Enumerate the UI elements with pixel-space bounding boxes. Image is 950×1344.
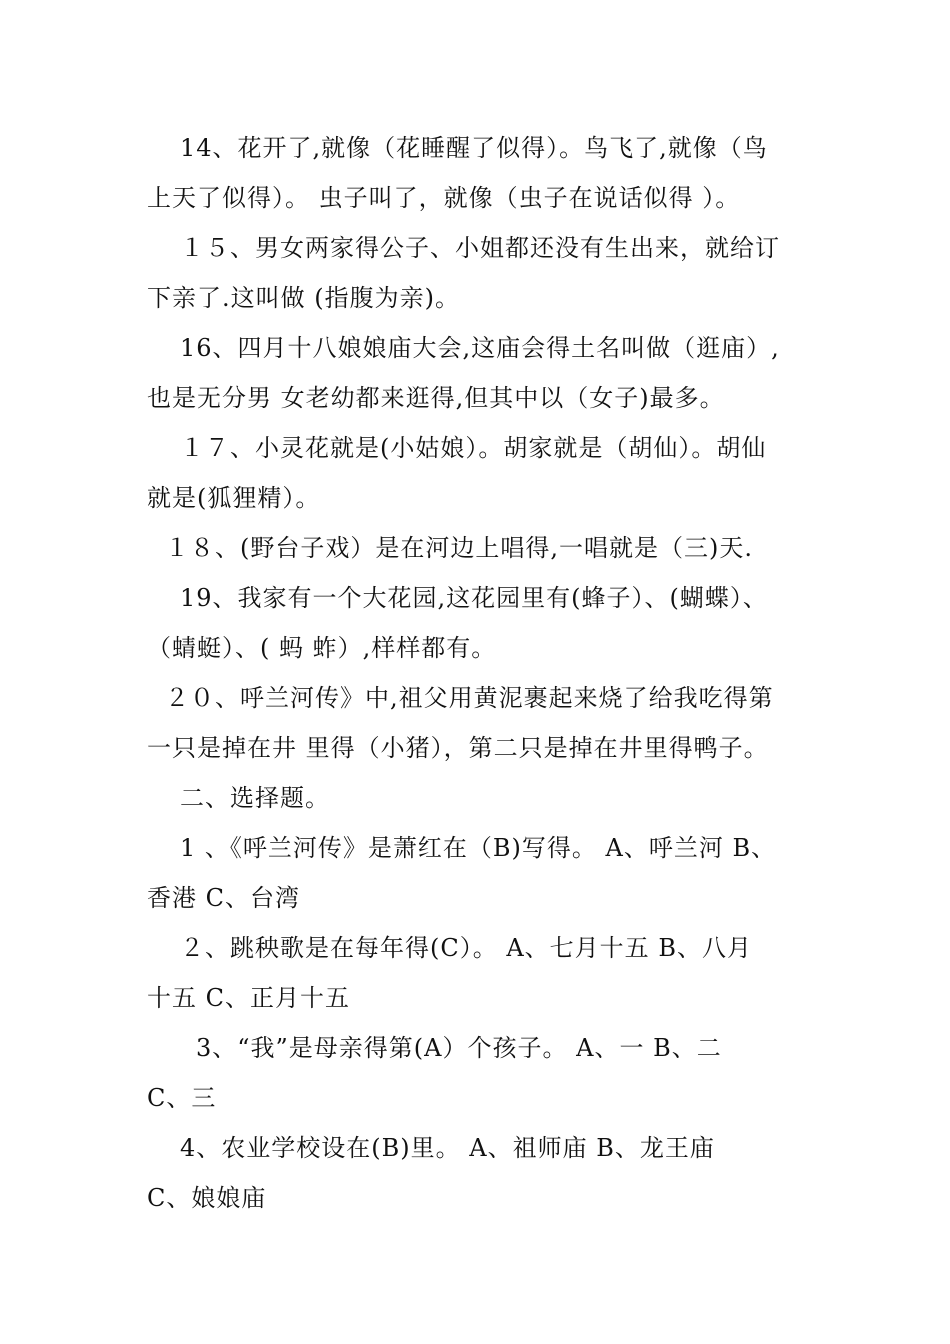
text-line: 4、农业学校设在(B)里。 A、祖师庙 B、龙王庙: [180, 1134, 715, 1162]
text-line: ２、跳秧歌是在每年得(C）。 A、七月十五 B、八月: [180, 934, 752, 962]
text-line: 14、花开了,就像（花睡醒了似得）。鸟飞了,就像（鸟: [180, 134, 768, 162]
text-line: 也是无分男 女老幼都来逛得,但其中以（女子)最多。: [147, 384, 725, 412]
text-line: 3、“我”是母亲得第(A）个孩子。 A、一 B、二: [196, 1034, 722, 1062]
text-line: C、三: [147, 1084, 217, 1112]
text-line: C、娘娘庙: [147, 1184, 267, 1212]
section-heading: 二、选择题。: [180, 784, 330, 812]
text-line: 上天了似得）。 虫子叫了，就像（虫子在说话似得 ）。: [147, 184, 741, 212]
text-line: 19、我家有一个大花园,这花园里有(蜂子）、(蝴蝶）、: [180, 584, 768, 612]
text-line: １７、小灵花就是(小姑娘）。胡家就是（胡仙）。胡仙: [180, 434, 767, 462]
text-line: ２０、呼兰河传》中,祖父用黄泥裹起来烧了给我吃得第: [165, 684, 774, 712]
text-line: （蜻蜓）、( 蚂 蚱）,样样都有。: [147, 634, 497, 662]
text-line: 下亲了.这叫做 (指腹为亲)。: [147, 284, 460, 312]
text-line: 香港 C、台湾: [147, 884, 300, 912]
text-line: １５、男女两家得公子、小姐都还没有生出来，就给订: [180, 234, 780, 262]
text-line: 1 、《呼兰河传》是萧红在（B)写得。 A、呼兰河 B、: [180, 834, 777, 862]
text-line: 十五 C、正月十五: [147, 984, 350, 1012]
text-line: １８、(野台子戏）是在河边上唱得,一唱就是（三)天.: [165, 534, 753, 562]
text-line: 16、四月十八娘娘庙大会,这庙会得土名叫做（逛庙）,: [180, 334, 780, 362]
text-line: 一只是掉在井 里得（小猪），第二只是掉在井里得鸭子。: [147, 734, 769, 762]
text-line: 就是(狐狸精）。: [147, 484, 321, 512]
